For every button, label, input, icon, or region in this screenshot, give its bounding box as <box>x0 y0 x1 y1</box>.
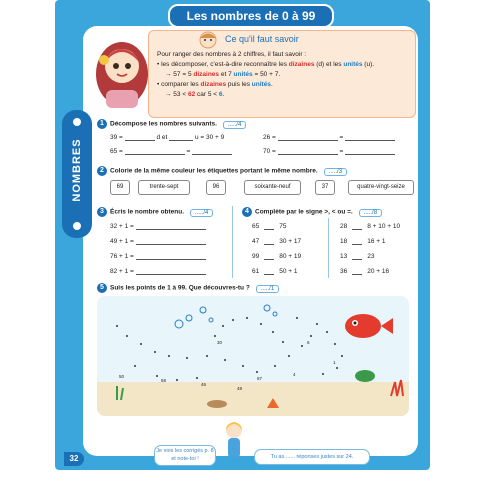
compare-row <box>252 251 301 260</box>
text: dizaines <box>193 71 220 78</box>
info-heading: Ce qu'il faut savoir <box>225 34 299 44</box>
text: Colorie de la même couleur les étiquettes portant le même nombre. <box>110 167 318 175</box>
number-tag[interactable]: 69 <box>110 180 130 195</box>
text: Décompose les nombres suivants. <box>110 120 217 128</box>
text: . <box>270 81 273 88</box>
info-intro: Pour ranger des nombres à 2 chiffres, il faut savoir : <box>157 51 307 58</box>
section-tab <box>62 110 92 238</box>
text: et 7 <box>219 71 234 78</box>
exercise-1-heading <box>97 119 246 129</box>
info-example-1 <box>157 70 407 80</box>
text: 8 + 10 + 10 <box>367 223 401 230</box>
text: = 50 + 7. <box>252 71 281 78</box>
text: unités <box>233 71 253 78</box>
info-text <box>157 50 407 100</box>
text: (u). <box>362 61 375 68</box>
text: puis les <box>226 81 252 88</box>
compare-row <box>340 236 386 245</box>
answer-blank[interactable] <box>125 132 155 141</box>
ex3-row <box>110 221 206 230</box>
sign-blank[interactable] <box>264 266 274 275</box>
text: 50 + 1 <box>279 268 298 275</box>
info-bullet-2 <box>157 80 407 90</box>
compare-row <box>252 236 301 245</box>
number-tag[interactable]: 96 <box>206 180 226 195</box>
text: = <box>339 134 344 141</box>
text: dizaines <box>200 81 227 88</box>
ex1-row-3 <box>263 132 395 141</box>
text: 30 + 17 <box>279 238 302 245</box>
answer-blank[interactable] <box>169 132 193 141</box>
text: 32 + 1 = <box>110 223 134 230</box>
divider <box>328 218 329 278</box>
text: • les décomposer, c'est-à-dire reconnaître les <box>157 61 289 68</box>
sign-blank[interactable] <box>352 236 362 245</box>
girl-illustration <box>92 30 150 110</box>
score-box: ...../3 <box>324 168 347 176</box>
text: . <box>222 91 225 98</box>
page-title: Les nombres de 0 à 99 <box>168 4 334 28</box>
text: 61 <box>252 268 260 275</box>
answer-blank[interactable] <box>136 251 206 260</box>
number-tag[interactable]: soixante-neuf <box>244 180 301 195</box>
text: (d) et les <box>314 61 344 68</box>
dot-label: 4 <box>293 372 296 377</box>
ex1-row-1 <box>110 132 224 141</box>
text: 6 <box>218 91 223 98</box>
page-number: 32 <box>64 452 84 466</box>
text: 65 <box>252 223 260 230</box>
dot-label: 46 <box>201 382 207 387</box>
info-bullet-1 <box>157 60 407 70</box>
ex3-row <box>110 251 206 260</box>
section-tab-label: NOMBRES <box>71 138 83 202</box>
sign-blank[interactable] <box>264 221 274 230</box>
exercise-number: 5 <box>97 283 107 293</box>
text: 65 = <box>110 148 123 155</box>
dot-label: 1 <box>333 360 336 365</box>
text: → 53 < <box>165 91 188 98</box>
number-tag[interactable]: 37 <box>315 180 335 195</box>
compare-row <box>340 266 389 275</box>
answer-blank[interactable] <box>136 221 206 230</box>
dot-label: 6 <box>307 340 310 345</box>
dot-label: 87 <box>257 376 263 381</box>
score-box: ...../4 <box>190 209 213 217</box>
compare-row <box>340 251 374 260</box>
text: u = 30 + 9 <box>194 134 225 141</box>
text: 28 <box>340 223 348 230</box>
text: unités <box>251 81 271 88</box>
score-box: ...../4 <box>223 121 246 129</box>
text: 36 <box>340 268 348 275</box>
answer-blank[interactable] <box>345 146 395 155</box>
exercise-5-heading <box>97 283 279 293</box>
text: • comparer les <box>157 81 201 88</box>
text: 26 = <box>263 134 276 141</box>
score-summary-bubble: Tu as ...... réponses justes sur 24. <box>254 449 370 465</box>
answer-blank[interactable] <box>278 146 338 155</box>
boy-face-icon <box>197 29 219 49</box>
dot-label: 30 <box>217 340 223 345</box>
ex3-row <box>110 266 206 275</box>
text: 23 <box>367 253 375 260</box>
exercise-2-heading <box>97 166 347 176</box>
text: Complète par le signe >, < ou =. <box>255 208 353 216</box>
girl-mascot-icon <box>222 420 246 464</box>
text: d et <box>156 134 168 141</box>
dot-field <box>97 296 409 416</box>
answer-blank[interactable] <box>278 132 338 141</box>
ex3-row <box>110 236 206 245</box>
text: 16 + 1 <box>367 238 386 245</box>
text: 18 <box>340 238 348 245</box>
sign-blank[interactable] <box>352 266 362 275</box>
text: 47 <box>252 238 260 245</box>
answer-blank[interactable] <box>345 132 395 141</box>
ex1-row-2 <box>110 146 232 155</box>
exercise-number: 3 <box>97 207 107 217</box>
sign-blank[interactable] <box>352 251 362 260</box>
answer-blank[interactable] <box>125 146 185 155</box>
text: Écris le nombre obtenu. <box>110 208 185 216</box>
number-tag[interactable]: quatre-vingt-seize <box>348 180 414 195</box>
number-tag[interactable]: trente-sept <box>138 180 190 195</box>
text: 20 + 16 <box>367 268 390 275</box>
answer-blank[interactable] <box>192 146 232 155</box>
ex1-row-4 <box>263 146 395 155</box>
dot-label: 50 <box>119 374 125 379</box>
text: 39 = <box>110 134 123 141</box>
exercise-number: 1 <box>97 119 107 129</box>
text: 80 + 19 <box>279 253 302 260</box>
text: dizaines <box>288 61 315 68</box>
corrections-bubble: Je vois les corrigés p. 8 et note-toi ! <box>154 445 216 466</box>
info-example-2 <box>157 90 407 100</box>
sign-blank[interactable] <box>352 221 362 230</box>
compare-row <box>252 221 286 230</box>
exercise-number: 2 <box>97 166 107 176</box>
text: car 5 < <box>195 91 219 98</box>
dot-to-dot-puzzle[interactable] <box>97 296 409 416</box>
text: 13 <box>340 253 348 260</box>
sign-blank[interactable] <box>264 251 274 260</box>
text: 99 <box>252 253 260 260</box>
text: 82 + 1 = <box>110 268 134 275</box>
text: = <box>339 148 344 155</box>
text: unités <box>343 61 363 68</box>
text: Suis les points de 1 à 99. Que découvres-tu ? <box>110 284 250 292</box>
exercise-3-heading <box>97 207 213 217</box>
text: = <box>186 148 191 155</box>
dot-label: 58 <box>161 378 167 383</box>
exercise-number: 4 <box>242 207 252 217</box>
text: 70 = <box>263 148 276 155</box>
text: 49 + 1 = <box>110 238 134 245</box>
text: 75 <box>279 223 287 230</box>
divider <box>232 206 233 278</box>
text: → 57 = 5 <box>165 71 194 78</box>
score-box: ...../8 <box>359 209 382 217</box>
exercise-4-heading <box>242 207 382 217</box>
sign-blank[interactable] <box>264 236 274 245</box>
compare-row <box>340 221 400 230</box>
text: 62 <box>187 91 196 98</box>
answer-blank[interactable] <box>136 236 206 245</box>
score-box: ...../1 <box>256 285 279 293</box>
text: 76 + 1 = <box>110 253 134 260</box>
answer-blank[interactable] <box>136 266 206 275</box>
compare-row <box>252 266 298 275</box>
dot-label: 48 <box>237 386 243 391</box>
